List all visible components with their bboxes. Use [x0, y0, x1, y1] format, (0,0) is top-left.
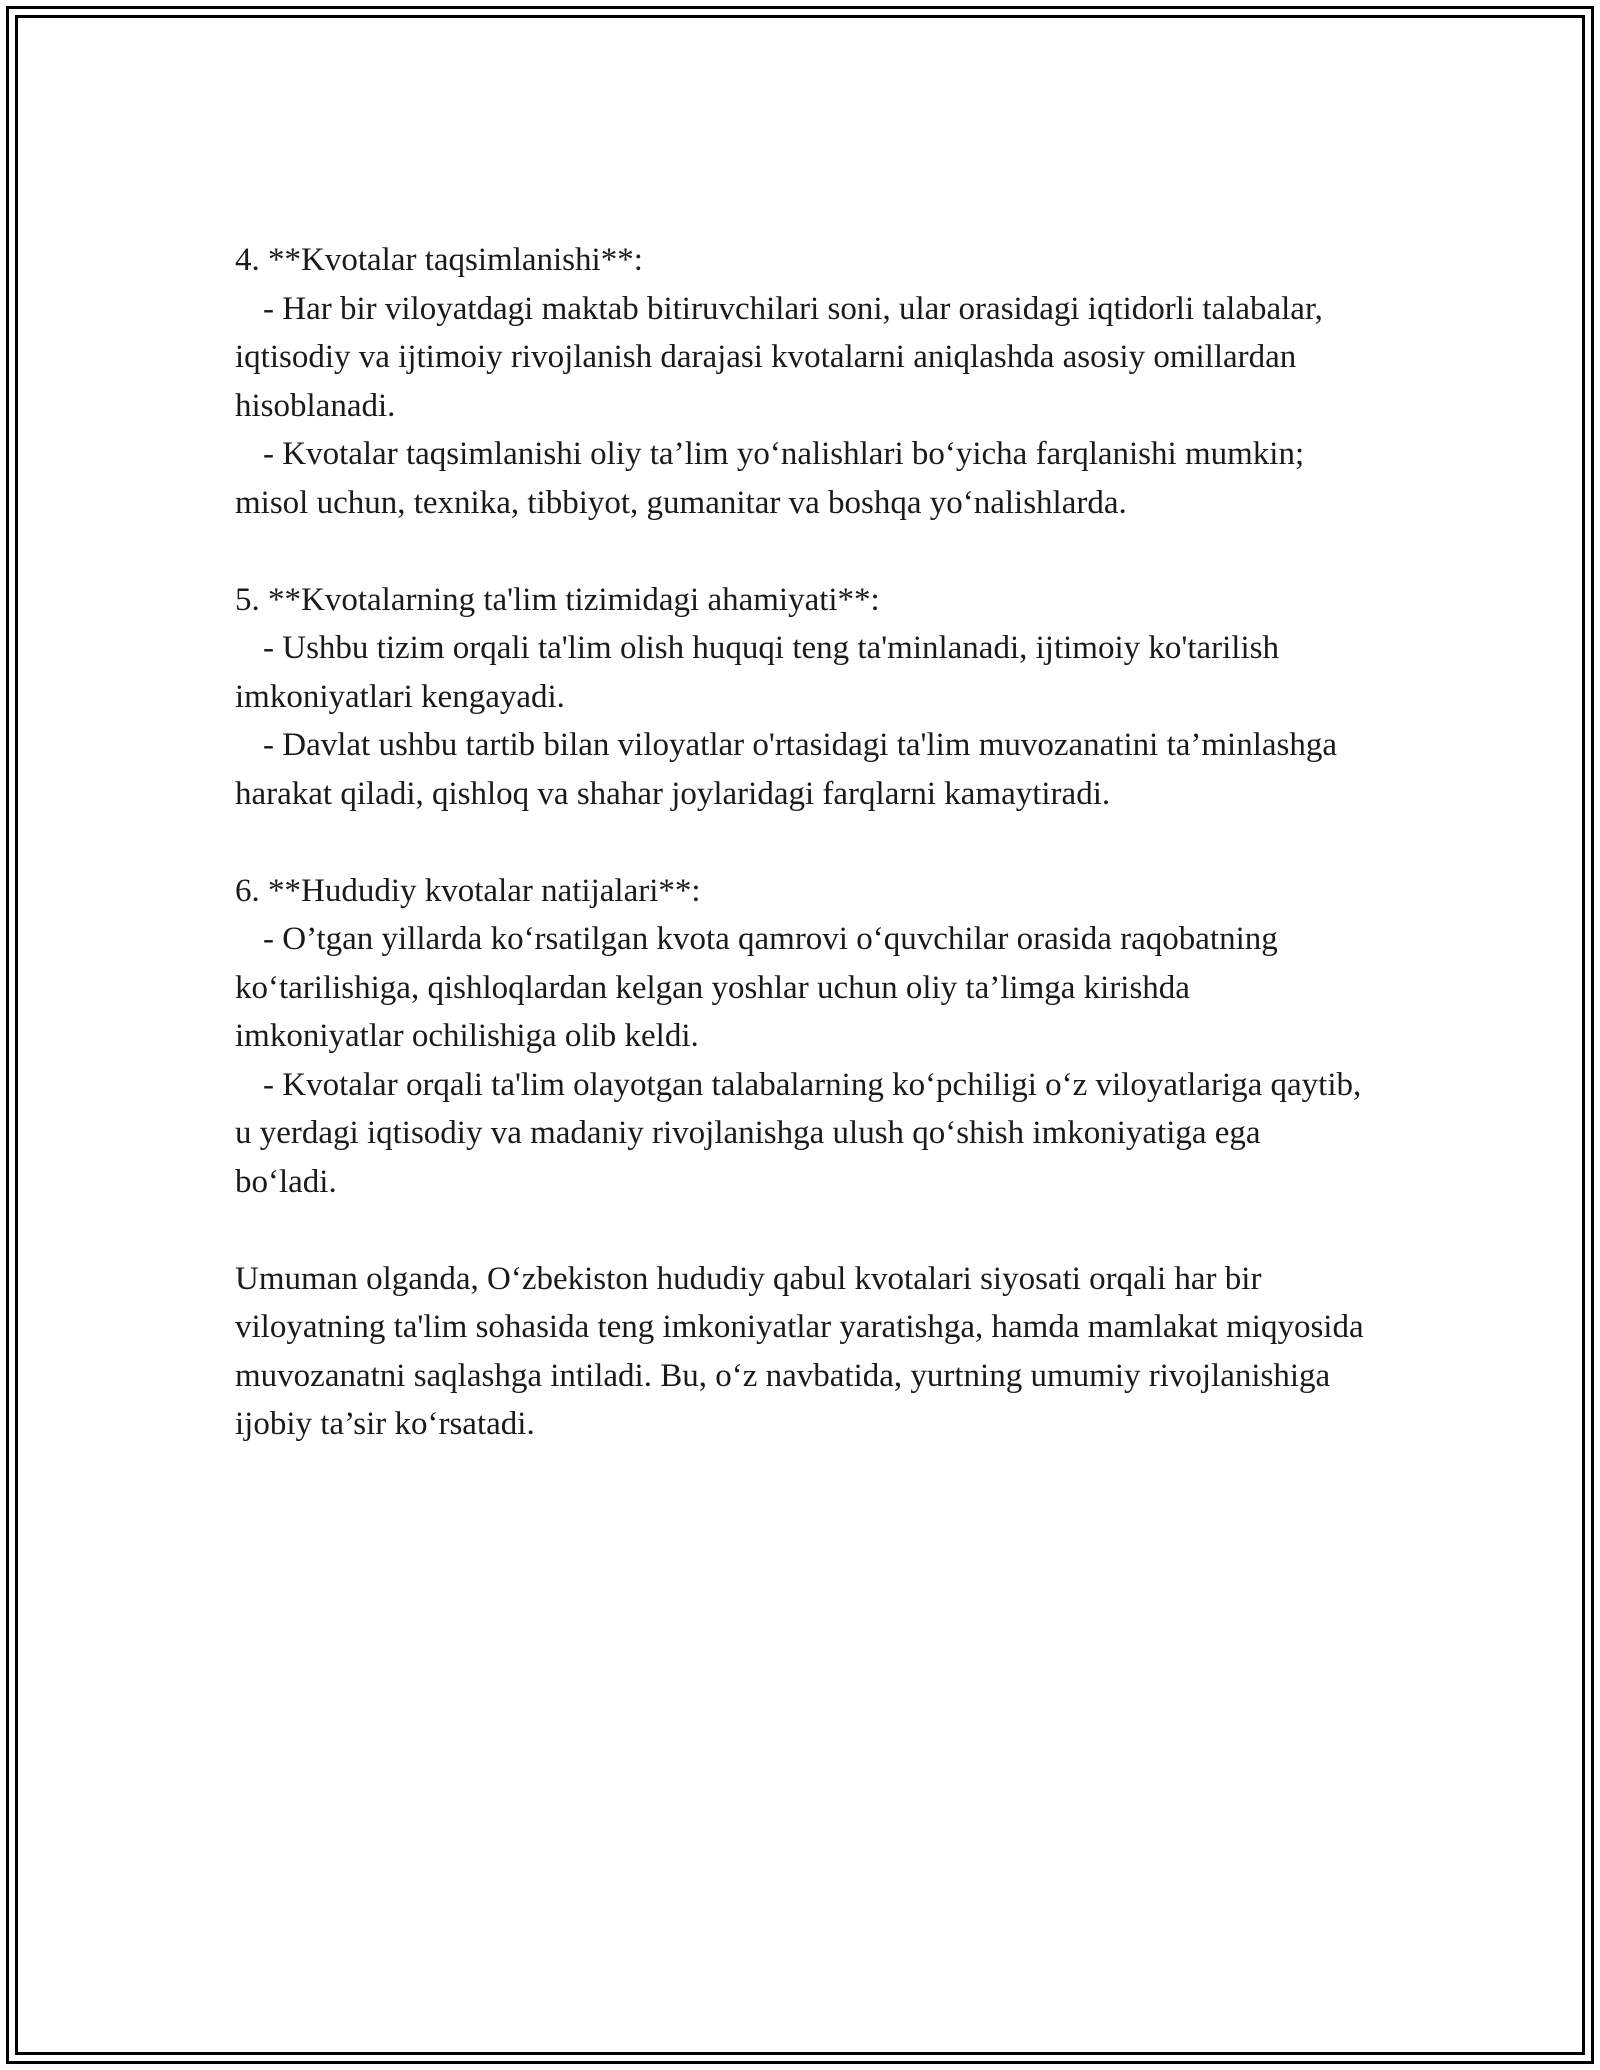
- section-kvotalar-taqsimlanishi: [235, 236, 1365, 527]
- section-kvotalar-ahamiyati: [235, 576, 1365, 819]
- section-heading: 4. **Kvotalar taqsimlanishi**:: [235, 242, 643, 278]
- list-item: - Ushbu tizim orqali ta'lim olish huquqi teng ta'minlanadi, ijtimoiy ko'tarilish imkoniyatlari kengayadi.: [235, 630, 1288, 715]
- conclusion-text: Umuman olganda, O‘zbekiston hududiy qabul kvotalari siyosati orqali har bir viloyatning ta'lim sohasida teng imkoniyatlar yaratishga, hamda mamlakat miqyosida muvozanatni saqlashga intiladi. Bu, o‘z navbatida, yurtning umumiy rivojlanishiga ijobiy ta’sir ko‘rsatadi.: [235, 1260, 1372, 1442]
- list-item: - O’tgan yillarda ko‘rsatilgan kvota qamrovi o‘quvchilar orasida raqobatning ko‘tarilishiga, qishloqlardan kelgan yoshlar uchun oliy ta’limga kirishda imkoniyatlar ochilishiga olib keldi.: [235, 921, 1286, 1054]
- list-item: - Har bir viloyatdagi maktab bitiruvchilari soni, ular orasidagi iqtidorli talabalar, iqtisodiy va ijtimoiy rivojlanish darajasi kvotalarni aniqlashda asosiy omillardan hisoblanadi.: [235, 290, 1332, 424]
- list-item: - Kvotalar orqali ta'lim olayotgan talabalarning ko‘pchiligi o‘z viloyatlariga qaytib, u yerdagi iqtisodiy va madaniy rivojlanishga ulush qo‘shish imkoniyatiga ega bo‘ladi.: [235, 1066, 1370, 1200]
- list-item: - Davlat ushbu tartib bilan viloyatlar o'rtasidagi ta'lim muvozanatini ta’minlashga harakat qiladi, qishloq va shahar joylaridagi farqlarni kamaytiradi.: [235, 727, 1346, 812]
- list-item: - Kvotalar taqsimlanishi oliy ta’lim yo‘nalishlari bo‘yicha farqlanishi mumkin; misol uchun, texnika, tibbiyot, gumanitar va boshqa yo‘nalishlarda.: [235, 436, 1313, 521]
- document-body: [235, 236, 1372, 1497]
- section-hududiy-kvotalar-natijalari: [235, 867, 1370, 1207]
- conclusion-paragraph: [235, 1255, 1372, 1449]
- section-heading: 5. **Kvotalarning ta'lim tizimidagi ahamiyati**:: [235, 581, 880, 618]
- section-heading: 6. **Hududiy kvotalar natijalari**:: [235, 872, 701, 909]
